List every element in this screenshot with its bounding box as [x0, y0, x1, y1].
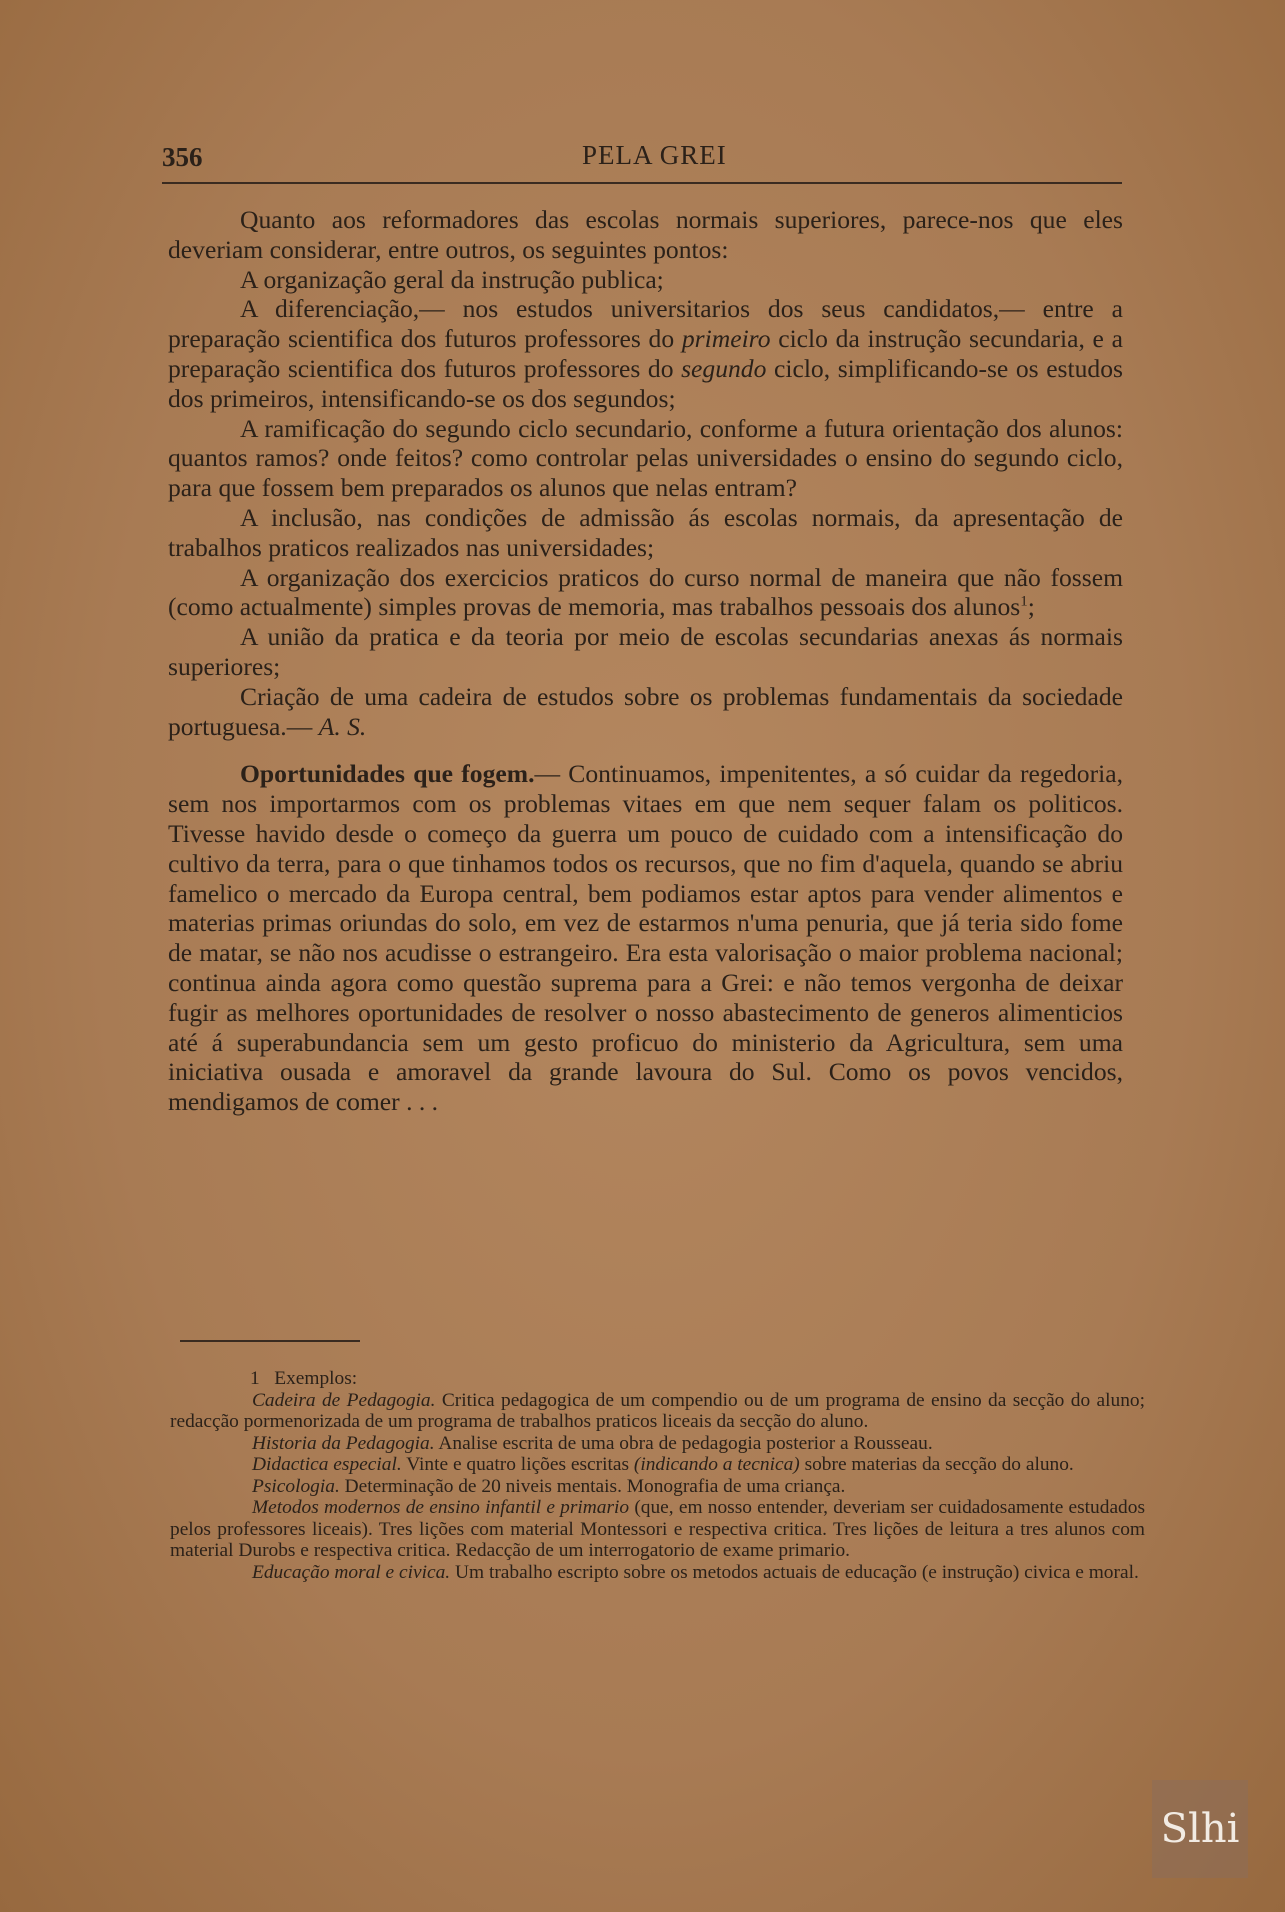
italic-term: segundo	[681, 353, 767, 383]
footnote-subject: Metodos modernos de ensino infantil e primario	[252, 1497, 630, 1518]
italic-term: primeiro	[681, 324, 771, 354]
footnote	[170, 1497, 1145, 1562]
paragraph	[168, 563, 1123, 623]
running-title: PELA GREI	[582, 140, 727, 170]
footnote-subject: Educação moral e civica.	[252, 1561, 451, 1583]
footnote-mark: 1	[250, 1368, 260, 1389]
text-run: (que, em nosso entender, deveriam ser cuidadosamente estudados pelos professores liceais). Tres lições com material Montessori e respectiva critica. Tres lições de leitura a tres alunos com material Durobs e respectiva critica. Redacção de um interrogatorio de exame primario.	[170, 1497, 1145, 1561]
paragraph: A inclusão, nas condições de admissão ás escolas normais, da apresentação de trabalhos praticos realizados nas universidades;	[168, 502, 1123, 562]
text-run: ciclo, simplificando-se os estudos dos primeiros, intensificando-se os dos segundos;	[168, 353, 1123, 413]
footnote	[170, 1562, 1145, 1584]
footnote	[170, 1454, 1145, 1476]
footnote-subject: Historia da Pedagogia.	[252, 1432, 435, 1454]
paragraph	[168, 294, 1123, 413]
text-run: Critica pedagogica de um compendio ou de um programa de ensino da secção do aluno; redacção pormenorizada de um programa de trabalhos praticos liceais da secção do aluno.	[170, 1389, 1145, 1432]
footnote	[170, 1433, 1145, 1455]
footnote-subject: Didactica especial.	[252, 1454, 402, 1475]
footnotes	[170, 1368, 1145, 1583]
author-initials: A. S.	[318, 711, 367, 741]
page-header	[162, 142, 1122, 184]
section-heading: Oportunidades que fogem.	[240, 759, 535, 789]
text-run: — Continuamos, impenitentes, a só cuidar da regedoria, sem nos importarmos com os problemas vitaes em que nem sequer falam os politicos. Tivesse havido desde o começo da guerra um pouco de cuidado com a intensificação do cultivo da terra, para o que tinhamos todos os recursos, que no fim d'aquela, quando se abriu famelico o mercado da Europa central, bem podiamos estar aptos para vender alimentos e materias primas oriundas do solo, em vez de estarmos n'uma penuria, que já teria sido fome de matar, se não nos acudisse o estrangeiro. Era esta valorisação o maior problema nacional; continua ainda agora como questão suprema para a Grei: e não temos vergonha de deixar fugir as melhores oportunidades de resolver o nosso abastecimento de generos alimenticios até á superabundancia sem um gesto proficuo do ministerio da Agricultura, sem uma iniciativa ousada e amoravel da grande lavoura do Sul. Como os povos vencidos, mendigamos de comer . . .	[168, 759, 1123, 1117]
footnote-divider	[180, 1340, 360, 1342]
main-text	[168, 205, 1123, 1117]
paragraph	[168, 759, 1123, 1117]
text-run: Analise escrita de uma obra de pedagogia posterior a Rousseau.	[434, 1432, 933, 1454]
text-run: ciclo da instrução secundaria, e a preparação scientifica dos futuros professores do	[168, 324, 1123, 383]
text-run: ;	[1027, 592, 1035, 622]
text-run: Exemplos:	[274, 1368, 358, 1389]
footnote	[170, 1390, 1145, 1433]
text-run: Determinação de 20 niveis mentais. Monografia de uma criança.	[339, 1475, 846, 1497]
text-run: Criação de uma cadeira de estudos sobre os problemas fundamentais da sociedade portuguesa.—	[168, 681, 1123, 741]
text-run: A diferenciação,— nos estudos universitarios dos seus candidatos,— entre a preparação scientifica dos futuros professores do	[168, 294, 1123, 354]
italic-term: (indicando a tecnica)	[633, 1454, 800, 1475]
paragraph	[168, 682, 1123, 742]
footnote-subject: Cadeira de Pedagogia.	[252, 1389, 436, 1411]
text-run: Vinte e quatro lições escritas	[401, 1454, 634, 1475]
text-run: Um trabalho escripto sobre os metodos actuais de educação (e instrução) civica e moral.	[450, 1561, 1139, 1583]
paragraph: A união da pratica e da teoria por meio de escolas secundarias anexas ás normais superiores;	[168, 622, 1123, 681]
paragraph: A organização geral da instrução publica;	[240, 264, 664, 294]
footnote-reference: 1	[1020, 593, 1028, 610]
text-run: A organização dos exercicios praticos do curso normal de maneira que não fossem (como actualmente) simples provas de memoria, mas trabalhos pessoais dos alunos	[168, 562, 1123, 622]
page-number: 356	[162, 142, 203, 172]
text-run: sobre materias da secção do aluno.	[799, 1454, 1074, 1475]
library-watermark-logo: Slhi	[1152, 1780, 1248, 1878]
paragraph: A ramificação do segundo ciclo secundario, conforme a futura orientação dos alunos: quantos ramos? onde feitos? como controlar pelas universidades o ensino do segundo ciclo, para que fossem bem preparados os alunos que nelas entram?	[168, 413, 1123, 503]
footnote	[170, 1476, 1145, 1498]
paragraph: Quanto aos reformadores das escolas normais superiores, parece-nos que eles deveriam considerar, entre outros, os seguintes pontos:	[168, 205, 1123, 264]
footnote	[170, 1368, 1145, 1390]
footnote-subject: Psicologia.	[252, 1475, 340, 1497]
